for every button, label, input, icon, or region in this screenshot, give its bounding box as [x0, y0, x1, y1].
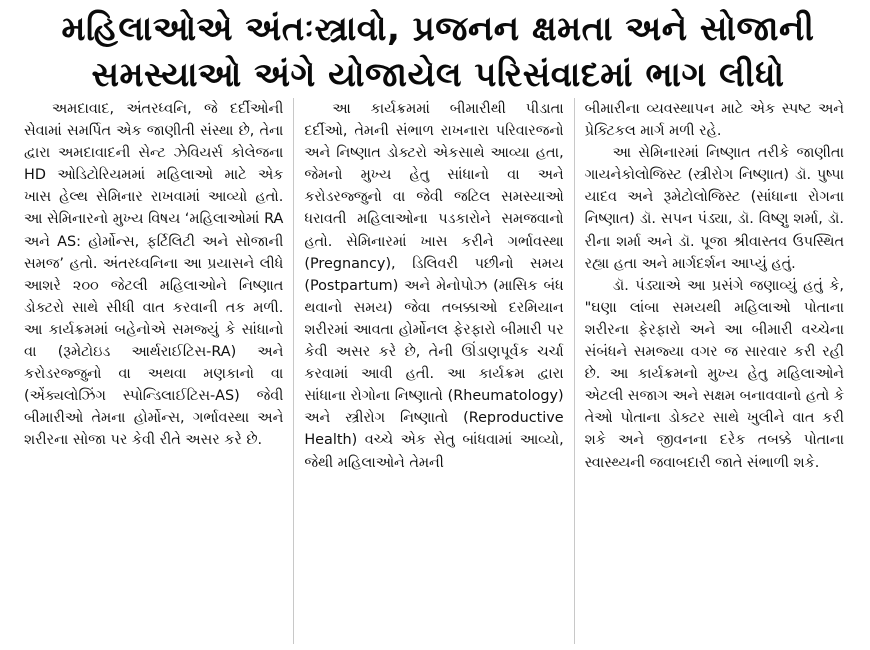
article-paragraph: આ કાર્યક્રમમાં બીમારીથી પીડાતા દર્દીઓ, તેમની સંભાળ રાખનારા પરિવારજનો અને નિષ્ણાત ડોક્ટરો એકસાથે આવ્યા હતા, જેમનો મુખ્ય હેતુ સાંધાનો વા અને કરોડરજ્જુનો વા જેવી જટિલ સમસ્યાઓ ધરાવતી મહિલાઓના પડકારોને સમજવાનો હતો. સેમિનારમાં ખાસ કરીને ગર્ભાવસ્થા (Pregnancy), ડિલિવરી પછીનો સમય (Postpartum) અને મેનોપોઝ (માસિક બંધ થવાનો સમય) જેવા તબક્કાઓ દરમિયાન શરીરમાં આવતા હોર્મોનલ ફેરફારો બીમારી પર કેવી અસર કરે છે, તેની ઊંડાણપૂર્વક ચર્ચા કરવામાં આવી હતી. આ કાર્યક્રમ દ્વારા સાંધાના રોગોના નિષ્ણાતો (Rheumatology) અને સ્ત્રીરોગ નિષ્ણાતો (Reproductive Health) વચ્ચે એક સેતુ બાંધવામાં આવ્યો, જેથી મહિલાઓને તેમની [304, 101, 564, 471]
article-column-1 [22, 98, 293, 644]
article-paragraph: આ સેમિનારમાં નિષ્ણાત તરીકે જાણીતા ગાયનેકોલોજિસ્ટ (સ્ત્રીરોગ નિષ્ણાત) ડૉ. પુષ્પા યાદવ અને રૂમેટોલોજિસ્ટ (સાંધાના રોગના નિષ્ણાત) ડૉ. સપન પંડ્યા, ડૉ. વિષ્ણુ શર્મા, ડૉ. રીના શર્મા અને ડૉ. પૂજા શ્રીવાસ્તવ ઉપસ્થિત રહ્યા હતા અને માર્ગદર્શન આપ્યું હતું. [584, 145, 844, 272]
article-column-3 [574, 98, 854, 644]
article-paragraph: ડૉ. પંડ્યાએ આ પ્રસંગે જણાવ્યું હતું કે, "ઘણા લાંબા સમયથી મહિલાઓ પોતાના શરીરના ફેરફારો અને આ બીમારી વચ્ચેના સંબંધને સમજ્યા વગર જ સારવાર કરી રહી છે. આ કાર્યક્રમનો મુખ્ય હેતુ મહિલાઓને એટલી સજાગ અને સક્ષમ બનાવવાનો હતો કે તેઓ પોતાના ડોક્ટર સાથે ખુલીને વાત કરી શકે અને જીવનના દરેક તબક્કે પોતાના સ્વાસ્થ્યની જવાબદારી જાતે સંભાળી શકે. [584, 277, 844, 471]
headline-line-1: મહિલાઓએ અંતઃસ્ત્રાવો, પ્રજનન ક્ષમતા અને સોજાની [61, 9, 815, 49]
article-paragraph: અમદાવાદ, અંતરધ્વનિ, જે દર્દીઓની સેવામાં સમર્પિત એક જાણીતી સંસ્થા છે, તેના દ્વારા અમદાવાદની સેન્ટ ઝેવિયર્સ કોલેજના HD ઓડિટોરિયમમાં મહિલાઓ માટે એક ખાસ હેલ્થ સેમિનાર રાખવામાં આવ્યો હતો. આ સેમિનારનો મુખ્ય વિષય ‘મહિલાઓમાં RA અને AS: હોર્મોન્સ, ફર્ટિલિટી અને સોજાની સમજ’ હતો. અંતરધ્વનિના આ પ્રયાસને લીધે આશરે ૨૦૦ જેટલી મહિલાઓને નિષ્ણાત ડોક્ટરો સાથે સીધી વાત કરવાની તક મળી. આ કાર્યક્રમમાં બહેનોએ સમજ્યું કે સાંધાનો વા (રૂમેટોઇડ આર્થરાઈટિસ-RA) અને કરોડરજ્જુનો વા અથવા મણકાનો વા (એંક્યલોઝિંગ સ્પોન્ડિલાઈટિસ-AS) જેવી બીમારીઓ તેમના હોર્મોન્સ, ગર્ભાવસ્થા અને શરીરના સોજા પર કેવી રીતે અસર કરે છે. [24, 101, 284, 449]
headline-line-2: સમસ્યાઓ અંગે યોજાયેલ પરિસંવાદમાં ભાગ લીધો [91, 55, 785, 95]
article-column-2 [293, 98, 573, 644]
article-paragraph: બીમારીના વ્યવસ્થાપન માટે એક સ્પષ્ટ અને પ્રેક્ટિકલ માર્ગ મળી રહે. [584, 101, 844, 140]
article-body [22, 98, 854, 644]
